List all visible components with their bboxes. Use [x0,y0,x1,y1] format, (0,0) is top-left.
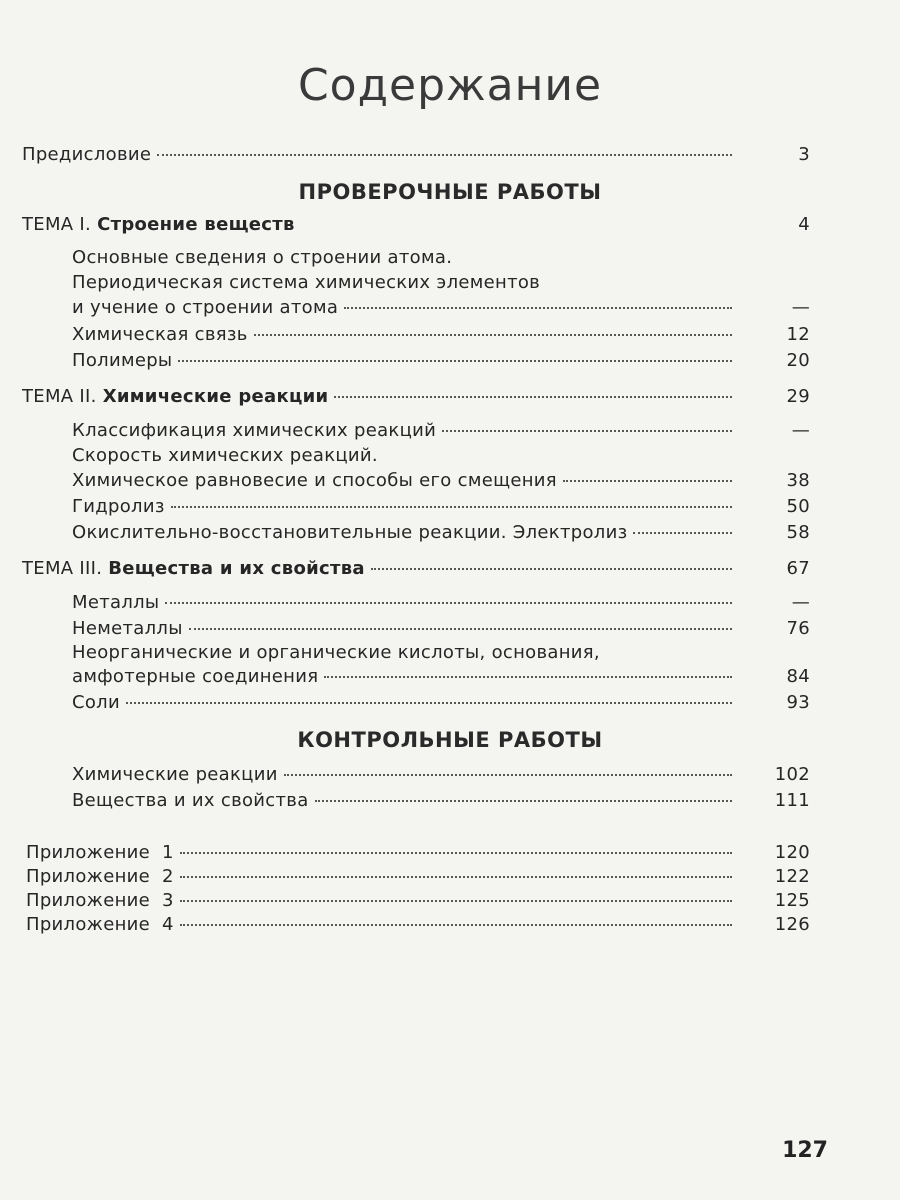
toc-entry [72,468,810,494]
toc-entry [72,418,810,444]
toc-page-number: — [791,592,810,613]
toc-page-number: 125 [774,890,810,911]
toc-page-number: 20 [786,350,810,371]
toc-page-number: 102 [774,764,810,785]
dot-leader [171,506,732,508]
toc-topic-3 [22,556,810,582]
topic-name: Химические реакции [102,386,329,407]
toc-page-number: 38 [786,470,810,491]
toc-page-number: — [791,420,810,441]
dot-leader [165,602,732,604]
toc-line: Скорость химических реакций. [72,445,378,466]
toc-entry-label: и учение о строении атома [72,297,339,318]
dot-leader [344,307,732,309]
dot-leader [180,900,732,902]
dot-leader [126,702,732,704]
toc-page-number: 3 [798,144,810,165]
dot-leader [180,876,732,878]
toc-entry-label: Приложение 4 [26,914,174,935]
toc-entry [72,664,810,690]
dot-leader [633,532,732,534]
toc-entry-label: Предисловие [22,144,152,165]
dot-leader [180,924,732,926]
toc-entry-label: Вещества и их свойства [72,790,309,811]
topic-label: ТЕМА II. [22,386,97,407]
toc-appendix [26,888,810,914]
toc-entry [72,788,810,814]
toc-entry-label: Гидролиз [72,496,165,517]
toc-entry-preface [22,142,810,168]
dot-leader [284,774,732,776]
toc-entry [72,762,810,788]
topic-label: ТЕМА III. [22,558,103,579]
toc-page-number: 67 [786,558,810,579]
toc-entry [72,295,810,321]
toc-entry-label: Неметаллы [72,618,183,639]
toc-entry-label: Химические реакции [72,764,278,785]
toc-page-number: 93 [786,692,810,713]
toc-entry [72,494,810,520]
topic-name: Вещества и их свойства [108,558,365,579]
toc-page-number: 122 [774,866,810,887]
dot-leader [254,334,732,336]
toc-entry-label: Химическая связь [72,324,248,345]
section-heading-control: КОНТРОЛЬНЫЕ РАБОТЫ [297,728,603,752]
toc-appendix [26,840,810,866]
toc-entry-label: Приложение 1 [26,842,174,863]
toc-page-number: 58 [786,522,810,543]
dot-leader [178,360,732,362]
toc-entry [72,348,810,374]
dot-leader [180,852,732,854]
topic-name: Строение веществ [97,214,295,235]
toc-appendix [26,864,810,890]
toc-entry [72,590,810,616]
toc-page-number: 4 [798,214,810,235]
toc-topic-2 [22,384,810,410]
dot-leader [157,154,732,156]
toc-appendix [26,912,810,938]
toc-page-number: 111 [774,790,810,811]
toc-entry-label: Классификация химических реакций [72,420,437,441]
toc-page-number: 126 [774,914,810,935]
page-number: 127 [782,1138,828,1163]
toc-page-number: 12 [786,324,810,345]
toc-entry [72,322,810,348]
toc-entry [72,616,810,642]
dot-leader [563,480,732,482]
toc-entry-label: Приложение 2 [26,866,174,887]
toc-entry-label: Полимеры [72,350,173,371]
dot-leader [189,628,732,630]
topic-label: ТЕМА I. [22,214,92,235]
dot-leader [371,568,732,570]
toc-page-number: 76 [786,618,810,639]
toc-entry [72,690,810,716]
toc-entry-label: Приложение 3 [26,890,174,911]
toc-entry-label: Соли [72,692,120,713]
toc-entry-label: Окислительно-восстановительные реакции. Электролиз [72,522,628,543]
section-heading-checks: ПРОВЕРОЧНЫЕ РАБОТЫ [298,180,602,204]
dot-leader [334,396,732,398]
toc-page-number: — [791,297,810,318]
toc-line: Основные сведения о строении атома. [72,247,453,268]
toc-entry-label: Химическое равновесие и способы его смещения [72,470,557,491]
toc-topic-1 [22,212,810,238]
toc-entry-label: амфотерные соединения [72,666,319,687]
toc-line: Неорганические и органические кислоты, основания, [72,642,600,663]
page-title: Содержание [297,60,603,111]
toc-page-number: 84 [786,666,810,687]
dot-leader [315,800,732,802]
toc-line: Периодическая система химических элементов [72,272,541,293]
toc-page-number: 29 [786,386,810,407]
toc-page-number: 120 [774,842,810,863]
toc-entry [72,520,810,546]
dot-leader [324,676,732,678]
toc-entry-label: Металлы [72,592,160,613]
dot-leader [442,430,732,432]
toc-page-number: 50 [786,496,810,517]
